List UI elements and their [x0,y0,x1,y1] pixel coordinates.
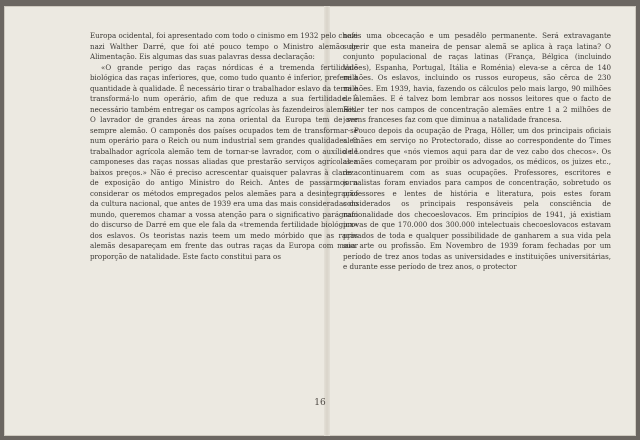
paragraph: Europa ocidental, foi apresentado com todo o cinismo em 1932 pelo chefe nazi Walther Darré, que foi até pouco tempo o Ministro alemão de Alimentação. Eis algumas das suas palavras dessa declaração: [90,31,358,61]
book-page [4,6,636,436]
right-column [343,31,611,391]
left-column [90,31,358,391]
paragraph: «O grande perigo das raças nórdicas é a tremenda fertilidade biológica das raças inferiores, que, como tudo quanto é inferior, prefere a quantidade à qualidade. É necessário tirar o trabalhador eslavo da terra e transformá-lo num operário, afim de que reduza a sua fertilidade. É necessário também entregar os campos agrícolas às fazendeiros alemães. O lavrador de grandes áreas na zona oriental da Europa tem de ser sempre alemão. O camponês dos países ocupados tem de transformar-se num operário para o Reich ou num industrial sem grandes qualidades. O trabalhador agrícola alemão tem de tornar-se lavrador, com o auxílio de camponeses das raças nossas aliadas que prestarão serviços agrícolas a baixos preços.» Não é preciso acrescentar quaisquer palavras à clareza de exposição do antigo Ministro do Reich. Antes de passarmos a considerar os métodos empregados pelos alemães para a desintegração da cultura nacional, que antes de 1939 era uma das mais consideradas do mundo, queremos chamar a vossa atenção para o significativo parágrafo do discurso de Darré em que ele fala da «tremenda fertilidade biológica» dos eslavos. Os teoristas nazis teem um medo mórbido que as raças alemãs desapareçam em frente das outras raças da Europa com maior proporção de natalidade. Este facto constitui para os [90,62,358,261]
paragraph: Pouco depois da ocupação de Praga, Höller, um dos principais oficiais alemães em serviço no Protectorado, disse ao correspondente do Times de Londres que «nós viemos aqui para dar de vez cabo dos checos». Os alemães começaram por proibir os advogados, os médicos, os juizes etc., de continuarem com as suas ocupações. Professores, escritores e jornalistas foram enviados para campos de concentração, sobretudo os professores e lentes de história e literatura, pois estes foram considerados os principais responsáveis pela consciência de nacionalidade dos checoeslovacos. Em princípios de 1941, já existiam provas de que 170.000 dos 300.000 intelectuais checoeslovacos estavam privados de toda e qualquer possibilidade de ganharem a sua vida pela sua arte ou profissão. Em Novembro de 1939 foram fechadas por um período de trez anos todas as universidades e instituições universitárias, e durante esse período de trez anos, o protector [343,125,611,271]
page-number: 16 [314,398,326,408]
paragraph: nazis uma obcecação e um pesadêlo permanente. Será extravagante sugerir que esta maneira de pensar alemã se aplica à raça latina? O conjunto populacional de raças latinas (França, Bélgica (incluindo Valões), Espanha, Portugal, Itália e Roménia) eleva-se a cêrca de 140 milhões. Os eslavos, incluindo os russos europeus, são cêrca de 230 milhões. Em 1939, havia, fazendo os cálculos pelo mais largo, 90 milhões de alemães. E é talvez bom lembrar aos nossos leitores que o facto de Hitler ter nos campos de concentração alemães entre 1 a 2 milhões de jovens franceses faz com que diminua a natalidade francesa. [343,31,611,124]
